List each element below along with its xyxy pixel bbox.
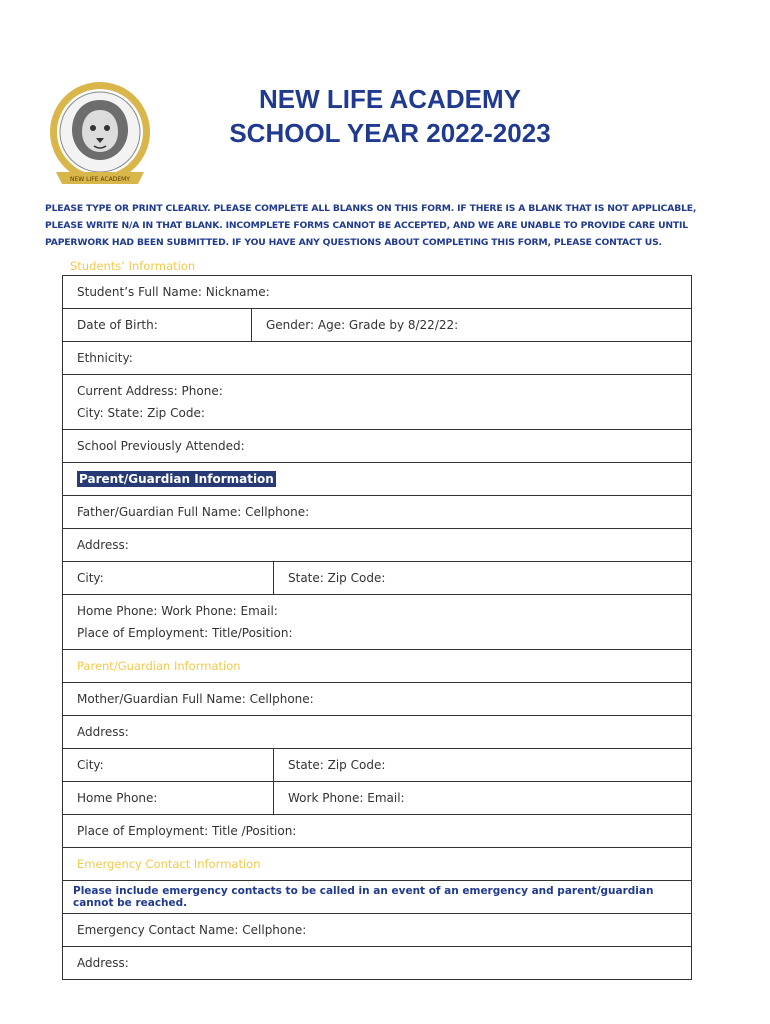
previous-school-row: [63, 430, 691, 463]
emergency-name-row: [63, 914, 691, 947]
mother-home-phone-field[interactable]: Home Phone:: [77, 791, 158, 805]
father-address-field[interactable]: Address:: [77, 538, 129, 552]
mother-address-row: [63, 716, 691, 749]
current-address-field[interactable]: [63, 375, 237, 429]
date-of-birth-field[interactable]: Date of Birth:: [77, 318, 158, 332]
mother-section-title: Parent/Guardian Information: [77, 659, 241, 673]
emergency-address-field[interactable]: Address:: [77, 956, 129, 970]
mother-employment-field[interactable]: Place of Employment: Title /Position:: [77, 824, 297, 838]
emergency-note-row: [63, 881, 691, 914]
mother-city-field[interactable]: City:: [77, 758, 104, 772]
city-state-zip-label: City: State: Zip Code:: [77, 406, 205, 420]
mother-state-zip-field[interactable]: State: Zip Code:: [273, 749, 399, 781]
father-section-title: Parent/Guardian Information: [79, 472, 274, 486]
ethnicity-row: [63, 342, 691, 375]
student-full-name-field[interactable]: Student’s Full Name: Nickname:: [77, 285, 270, 299]
father-state-zip-field[interactable]: State: Zip Code:: [273, 562, 399, 594]
school-name-title: NEW LIFE ACADEMY: [259, 84, 521, 114]
mother-employment-row: [63, 815, 691, 848]
mother-phone-row: [63, 782, 691, 815]
father-section-header: [63, 463, 691, 496]
mother-address-field[interactable]: Address:: [77, 725, 129, 739]
father-name-row: [63, 496, 691, 529]
address-phone-label: Current Address: Phone:: [77, 384, 223, 398]
father-address-row: [63, 529, 691, 562]
father-employment-label: Place of Employment: Title/Position:: [77, 626, 293, 640]
logo-banner-text: NEW LIFE ACADEMY: [70, 176, 130, 183]
emergency-contact-name-field[interactable]: Emergency Contact Name: Cellphone:: [77, 923, 307, 937]
father-contact-field[interactable]: [63, 595, 307, 649]
mother-section-header: [63, 650, 691, 683]
mother-full-name-field[interactable]: Mother/Guardian Full Name: Cellphone:: [77, 692, 314, 706]
father-city-row: [63, 562, 691, 595]
father-city-field[interactable]: City:: [77, 571, 104, 585]
mother-city-row: [63, 749, 691, 782]
father-phones-email-label: Home Phone: Work Phone: Email:: [77, 604, 278, 618]
address-row: [63, 375, 691, 430]
enrollment-form: [62, 275, 692, 980]
mother-work-phone-email-field[interactable]: Work Phone: Email:: [273, 782, 419, 814]
students-section-title: Students’ Information: [70, 259, 196, 273]
emergency-address-row: [63, 947, 691, 980]
father-contact-row: [63, 595, 691, 650]
dob-row: [63, 309, 691, 342]
emergency-section-header: [63, 848, 691, 881]
mother-name-row: [63, 683, 691, 716]
student-name-row: [63, 276, 691, 309]
academy-lion-logo: [42, 80, 158, 192]
father-full-name-field[interactable]: Father/Guardian Full Name: Cellphone:: [77, 505, 310, 519]
emergency-section-title: Emergency Contact Information: [77, 857, 261, 871]
previous-school-field[interactable]: School Previously Attended:: [77, 439, 245, 453]
emergency-note: Please include emergency contacts to be called in an event of an emergency and parent/guardian cannot be reached.: [73, 885, 654, 909]
gender-age-grade-field[interactable]: Gender: Age: Grade by 8/22/22:: [251, 309, 472, 341]
ethnicity-field[interactable]: Ethnicity:: [77, 351, 133, 365]
instructions-notice: PLEASE TYPE OR PRINT CLEARLY. PLEASE COMPLETE ALL BLANKS ON THIS FORM. IF THERE IS A BLANK THAT IS NOT APPLICABLE, PLEASE WRITE N/A IN THAT BLANK. INCOMPLETE FORMS CANNOT BE ACCEPTED, AND WE ARE UNABLE TO PROVIDE CARE UNTIL PAPERWORK HAD BEEN SUBMITTED. IF YOU HAVE ANY QUESTIONS ABOUT COMPLETING THIS FORM, PLEASE CONTACT US.: [45, 203, 697, 248]
school-year-title: SCHOOL YEAR 2022-2023: [229, 118, 551, 148]
